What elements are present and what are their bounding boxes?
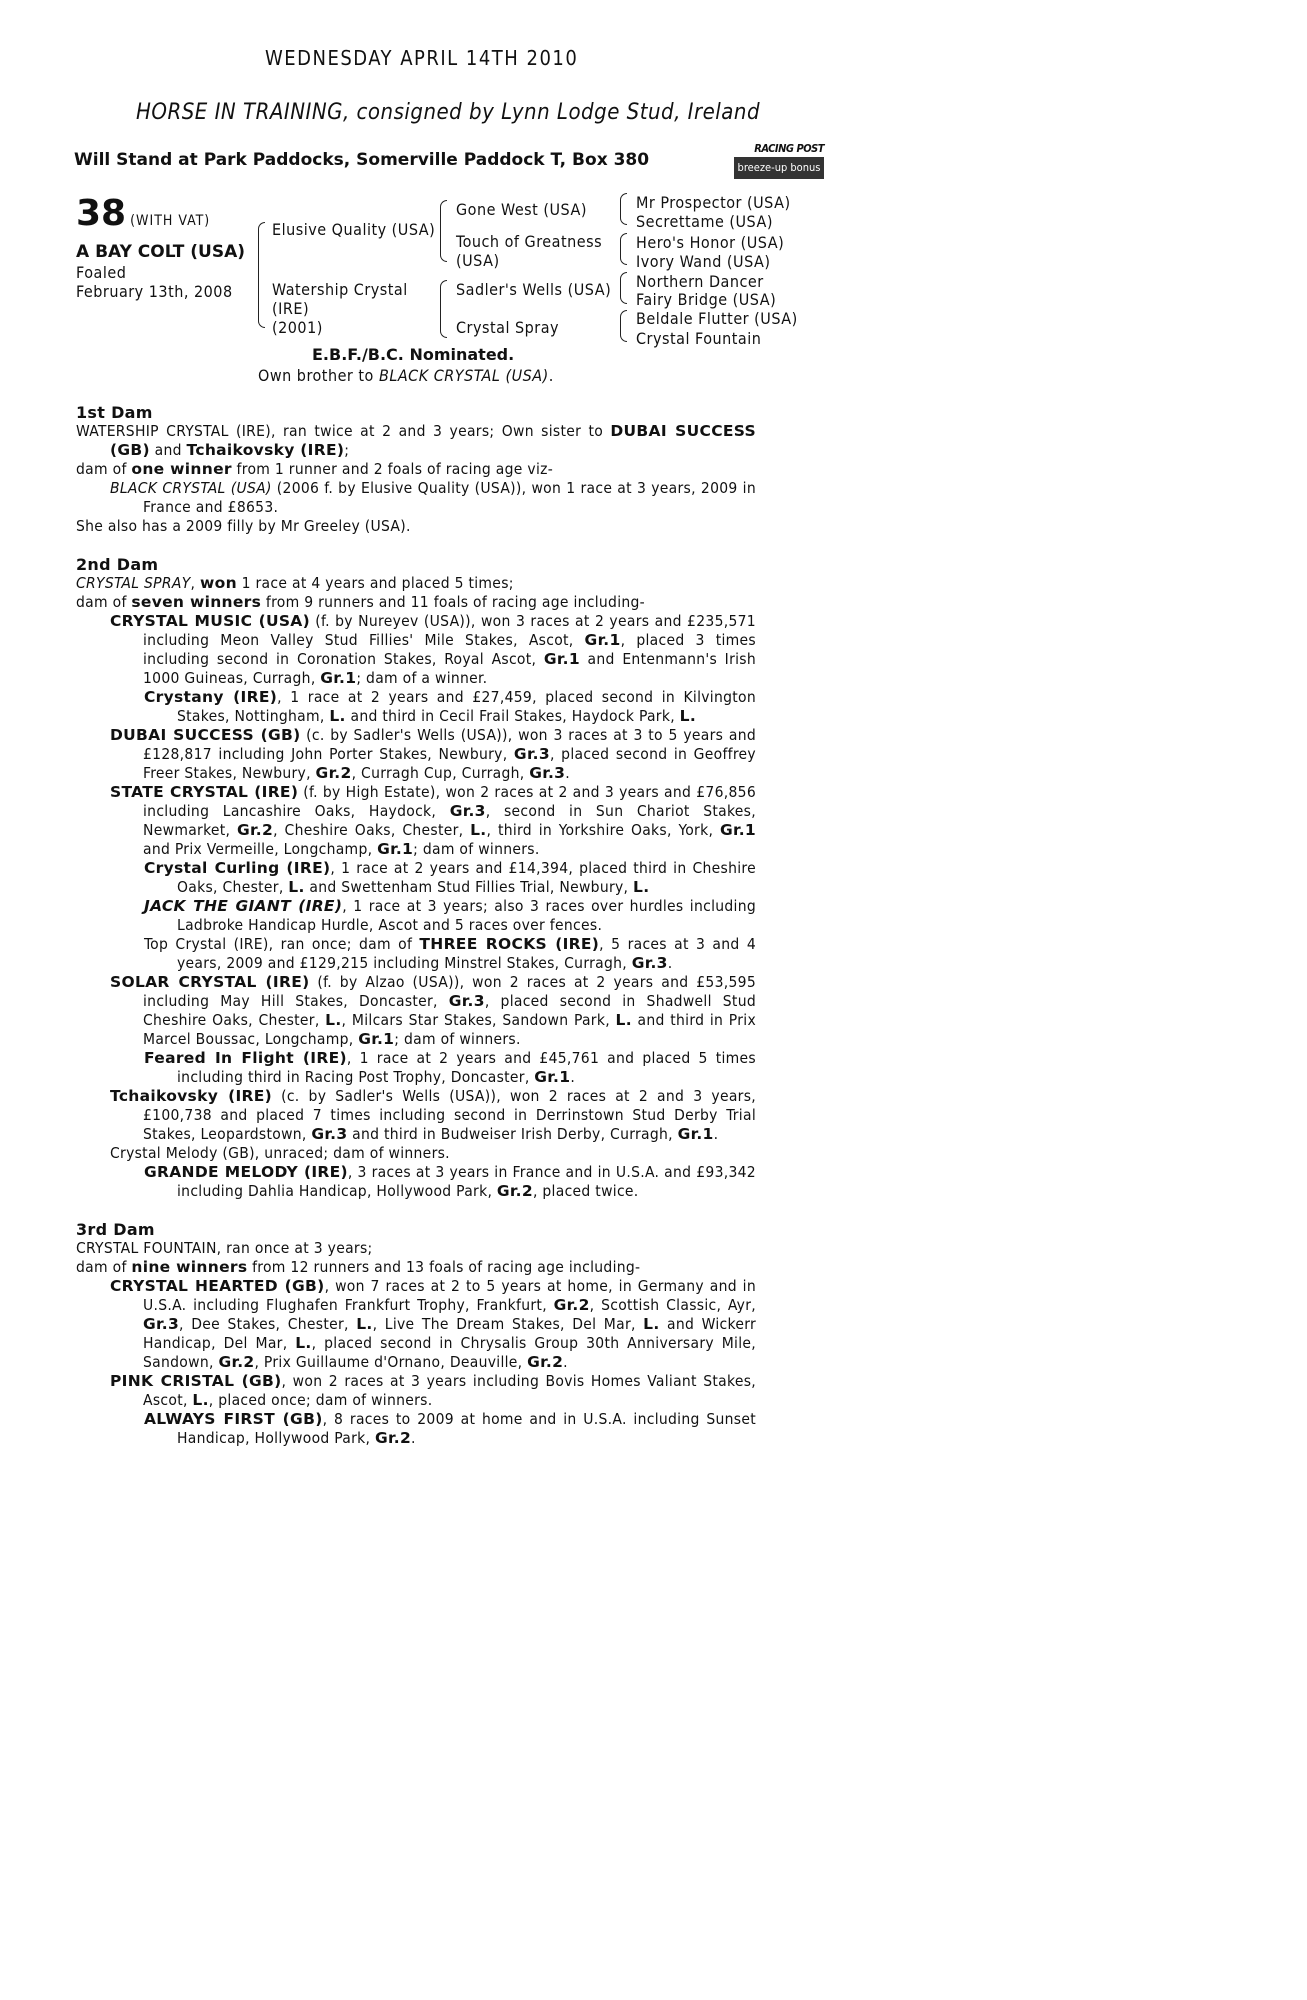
text: (2006 f. by Elusive Quality (USA)), won 1 race at 3 years, 2009 in France and £8653.	[143, 479, 756, 516]
text: (f. by Alzao (USA)), won 2 races at 2 years and £53,595 including May Hill Stakes, Doncaster,	[143, 973, 756, 1010]
text: ;	[344, 441, 350, 459]
race-grade: L.	[633, 878, 650, 896]
dam-dam-sire: Beldale Flutter (USA)	[636, 309, 798, 328]
race-grade: L.	[470, 821, 487, 839]
text: and third in Cecil Frail Stakes, Haydock Park,	[345, 707, 680, 725]
race-grade: Gr.1	[320, 669, 357, 687]
text: , placed second in Geoffrey Freer Stakes, Newbury,	[143, 745, 756, 782]
race-grade: L.	[615, 1011, 632, 1029]
produce-name: SOLAR CRYSTAL (IRE)	[110, 973, 310, 991]
pedigree-brace	[258, 222, 265, 328]
text: , Cheshire Oaks, Chester,	[273, 821, 471, 839]
produce-entry	[76, 973, 756, 1049]
grandproduce-entry	[76, 1163, 756, 1201]
text: , won 2 races at 3 years including Bovis Homes Valiant Stakes, Ascot,	[143, 1372, 756, 1409]
text: (c. by Sadler's Wells (USA)), won 2 races at 2 and 3 years, £100,738 and placed 7 times including second in Derrinstown Stud Derby Trial Stakes, Leopardstown,	[143, 1087, 756, 1143]
produce-name: CRYSTAL HEARTED (GB)	[110, 1277, 325, 1295]
produce-entry	[76, 1087, 756, 1144]
first-dam-produce-summary	[76, 460, 756, 479]
foaled-label: Foaled	[76, 263, 127, 282]
winner-count: one winner	[131, 460, 232, 478]
grandproduce-entry	[76, 935, 756, 973]
dam-name-line3: (2001)	[272, 318, 323, 337]
text: ; dam of winners.	[413, 840, 540, 858]
consignment-headline: HORSE IN TRAINING, consigned by Lynn Lodge Stud, Ireland	[136, 100, 761, 125]
pedigree-brace	[620, 193, 627, 225]
race-grade: Gr.2	[496, 1182, 533, 1200]
produce-entry	[76, 726, 756, 783]
lot-header	[76, 193, 210, 234]
grandproduce-entry	[76, 1049, 756, 1087]
dam-name: CRYSTAL SPRAY	[76, 574, 191, 592]
dam-name-line2: (IRE)	[272, 299, 310, 318]
dam-sire-dam: Fairy Bridge (USA)	[636, 290, 777, 309]
breeze-up-bonus-label: breeze-up bonus	[734, 157, 824, 179]
race-grade: L.	[192, 1391, 209, 1409]
produce-entry	[76, 783, 756, 859]
produce-name: PINK CRISTAL (GB)	[110, 1372, 282, 1390]
sire-dam-dam: Ivory Wand (USA)	[636, 252, 771, 271]
pedigree-brace	[620, 272, 627, 304]
produce-name: Tchaikovsky (IRE)	[110, 1087, 273, 1105]
sire-dam-line1: Touch of Greatness	[456, 232, 603, 251]
sire-dam	[456, 232, 602, 270]
dam-name-line1: Watership Crystal	[272, 280, 408, 299]
produce-entry	[76, 479, 756, 517]
race-grade: Gr.3	[529, 764, 566, 782]
text: , Dee Stakes, Chester,	[179, 1315, 357, 1333]
text: , 1 race at 3 years; also 3 races over hurdles including Ladbroke Handicap Hurdle, Ascot and 5 races over fences.	[177, 897, 757, 934]
text: and Entenmann's Irish 1000 Guineas, Curragh,	[143, 650, 756, 687]
text: , placed second in Shadwell Stud Cheshire Oaks, Chester,	[143, 992, 756, 1029]
text: , placed once; dam of winners.	[208, 1391, 433, 1409]
text: , 1 race at 2 years and £14,394, placed third in Cheshire Oaks, Chester,	[177, 859, 756, 896]
text: dam of	[76, 1258, 132, 1276]
text: , 1 race at 2 years and £45,761 and placed 5 times including third in Racing Post Trophy, Doncaster,	[177, 1049, 756, 1086]
race-grade: Gr.1	[543, 650, 580, 668]
text: ,	[190, 574, 200, 592]
first-dam-heading: 1st Dam	[76, 403, 153, 422]
pedigree-brace	[440, 200, 447, 262]
text: .	[713, 1125, 719, 1143]
text: .	[563, 1353, 568, 1371]
relative-name: Tchaikovsky (IRE)	[186, 441, 345, 459]
own-brother-name: BLACK CRYSTAL (USA)	[378, 366, 549, 385]
grandproduce-entry	[76, 688, 756, 726]
race-grade: L.	[325, 1011, 342, 1029]
text: , 5 races at 3 and 4 years, 2009 and £129,215 including Minstrel Stakes, Curragh,	[177, 935, 756, 972]
race-grade: Gr.1	[534, 1068, 571, 1086]
grandproduce-entry	[76, 1410, 756, 1448]
stand-location: Will Stand at Park Paddocks, Somerville Paddock T, Box 380	[74, 150, 650, 170]
text: , 1 race at 2 years and £27,459, placed second in Kilvington Stakes, Nottingham,	[177, 688, 756, 725]
race-grade: Gr.3	[143, 1315, 180, 1333]
produce-name: ALWAYS FIRST (GB)	[144, 1410, 323, 1428]
text: and Swettenham Stud Fillies Trial, Newbury,	[304, 878, 634, 896]
race-grade: L.	[288, 878, 305, 896]
race-grade: Gr.2	[218, 1353, 255, 1371]
relative-name: DUBAI SUCCESS (GB)	[110, 422, 756, 459]
text: and third in Prix Marcel Boussac, Longchamp,	[143, 1011, 756, 1048]
text-bold: won	[200, 574, 237, 592]
text: .	[565, 764, 570, 782]
text: and Prix Vermeille, Longchamp,	[143, 840, 378, 858]
second-dam-produce-summary	[76, 593, 756, 612]
produce-entry	[76, 1372, 756, 1410]
text: .	[411, 1429, 416, 1447]
produce-name: STATE CRYSTAL (IRE)	[110, 783, 299, 801]
produce-name: CRYSTAL MUSIC (USA)	[110, 612, 310, 630]
dam-sire-sire: Northern Dancer	[636, 272, 764, 291]
race-grade: Gr.1	[584, 631, 621, 649]
race-grade: Gr.3	[311, 1125, 348, 1143]
text: from 12 runners and 13 foals of racing age including-	[247, 1258, 641, 1276]
dam-sire: Sadler's Wells (USA)	[456, 280, 612, 299]
pedigree-brace	[440, 280, 447, 338]
text: , second in Sun Chariot Stakes, Newmarket,	[143, 802, 756, 839]
text: (f. by Nureyev (USA)), won 3 races at 2 years and £235,571 including Meon Valley Stud Fillies' Mile Stakes, Ascot,	[143, 612, 756, 649]
foaled-date: February 13th, 2008	[76, 282, 233, 301]
own-brother-suffix: .	[548, 366, 554, 385]
race-grade: Gr.3	[448, 992, 485, 1010]
sire-sire-dam: Secrettame (USA)	[636, 212, 773, 231]
third-dam-heading: 3rd Dam	[76, 1220, 155, 1239]
text: , Curragh Cup, Curragh,	[351, 764, 530, 782]
race-grade: Gr.2	[553, 1296, 590, 1314]
text: dam of	[76, 460, 132, 478]
vat-note: (WITH VAT)	[130, 213, 211, 229]
text: , Scottish Classic, Ayr,	[589, 1296, 756, 1314]
race-grade: L.	[329, 707, 346, 725]
text: , placed 3 times including second in Coronation Stakes, Royal Ascot,	[143, 631, 756, 668]
text: ; dam of a winner.	[356, 669, 488, 687]
text: , placed second in Chrysalis Group 30th Anniversary Mile, Sandown,	[143, 1334, 756, 1371]
sire-sire-sire: Mr Prospector (USA)	[636, 193, 791, 212]
text: , 8 races to 2009 at home and in U.S.A. including Sunset Handicap, Hollywood Park,	[177, 1410, 757, 1447]
text: ; dam of winners.	[394, 1030, 521, 1048]
horse-description: A BAY COLT (USA)	[76, 242, 245, 262]
race-grade: Gr.3	[449, 802, 486, 820]
race-grade: Gr.2	[237, 821, 274, 839]
text: .	[667, 954, 673, 972]
race-grade: L.	[295, 1334, 312, 1352]
text: , placed twice.	[532, 1182, 639, 1200]
text: (c. by Sadler's Wells (USA)), won 3 races at 3 to 5 years and £128,817 including John Porter Stakes, Newbury,	[143, 726, 756, 763]
second-dam-heading: 2nd Dam	[76, 555, 159, 574]
third-dam-produce-summary	[76, 1258, 756, 1277]
first-dam-entry	[76, 422, 756, 460]
race-grade: L.	[679, 707, 697, 725]
sire-sire: Gone West (USA)	[456, 200, 587, 219]
winner-count: seven winners	[131, 593, 262, 611]
produce-name: DUBAI SUCCESS (GB)	[110, 726, 301, 744]
race-grade: Gr.2	[375, 1429, 412, 1447]
sire-dam-sire: Hero's Honor (USA)	[636, 233, 785, 252]
produce-name: THREE ROCKS (IRE)	[419, 935, 600, 953]
text: , 3 races at 3 years in France and in U.S.A. and £93,342 including Dahlia Handicap, Hollywood Park,	[177, 1163, 756, 1200]
text: and Wickerr Handicap, Del Mar,	[143, 1315, 756, 1352]
text: and third in Budweiser Irish Derby, Curragh,	[347, 1125, 678, 1143]
text: , won 7 races at 2 to 5 years at home, in Germany and in U.S.A. including Flughafen Frankfurt Trophy, Frankfurt,	[143, 1277, 756, 1314]
third-dam-entry: CRYSTAL FOUNTAIN, ran once at 3 years;	[76, 1239, 373, 1257]
text: , Live The Dream Stakes, Del Mar,	[372, 1315, 644, 1333]
ebf-nomination: E.B.F./B.C. Nominated.	[312, 345, 515, 364]
text: .	[570, 1068, 576, 1086]
grandproduce-entry	[76, 897, 756, 935]
race-grade: Gr.2	[315, 764, 352, 782]
text: , third in Yorkshire Oaks, York,	[486, 821, 720, 839]
race-grade: Gr.1	[677, 1125, 714, 1143]
catalogue-body	[76, 403, 756, 1448]
lot-number: 38	[76, 193, 127, 234]
produce-name: JACK THE GIANT (IRE)	[144, 897, 343, 915]
produce-name: GRANDE MELODY (IRE)	[144, 1163, 348, 1181]
own-brother-prefix: Own brother to	[258, 366, 379, 385]
text: from 9 runners and 11 foals of racing age including-	[261, 593, 646, 611]
sire: Elusive Quality (USA)	[272, 220, 436, 239]
racing-post-badge	[734, 140, 824, 182]
racing-post-logo: RACING POST	[754, 142, 824, 155]
text: WATERSHIP CRYSTAL (IRE), ran twice at 2 and 3 years; Own sister to	[76, 422, 611, 440]
race-grade: L.	[643, 1315, 660, 1333]
pedigree-brace	[620, 233, 627, 265]
text: Top Crystal (IRE), ran once; dam of	[144, 935, 420, 953]
produce-name: Crystal Curling (IRE)	[144, 859, 331, 877]
text: and	[149, 441, 187, 459]
race-grade: Gr.1	[358, 1030, 395, 1048]
race-grade: Gr.1	[719, 821, 756, 839]
dam-dam-dam: Crystal Fountain	[636, 329, 762, 348]
produce-name: BLACK CRYSTAL (USA)	[110, 479, 272, 497]
first-dam-note: She also has a 2009 filly by Mr Greeley (USA).	[76, 517, 411, 535]
text: 1 race at 4 years and placed 5 times;	[236, 574, 514, 592]
foaled-info	[76, 263, 233, 301]
text: from 1 runner and 2 foals of racing age viz-	[231, 460, 554, 478]
text: , Milcars Star Stakes, Sandown Park,	[341, 1011, 616, 1029]
race-grade: L.	[356, 1315, 373, 1333]
race-grade: Gr.3	[631, 954, 668, 972]
second-dam-entry	[76, 574, 756, 593]
grandproduce-entry	[76, 859, 756, 897]
text: (f. by High Estate), won 2 races at 2 and 3 years and £76,856 including Lancashire Oaks, Haydock,	[143, 783, 757, 820]
sale-date: WEDNESDAY APRIL 14TH 2010	[265, 46, 579, 70]
produce-entry	[76, 1277, 756, 1372]
produce-name: Crystany (IRE)	[144, 688, 278, 706]
dam-name	[272, 280, 408, 337]
own-brother-note	[258, 366, 554, 385]
produce-entry	[76, 612, 756, 688]
race-grade: Gr.1	[377, 840, 414, 858]
produce-name: Feared In Flight (IRE)	[144, 1049, 347, 1067]
race-grade: Gr.3	[513, 745, 550, 763]
text: dam of	[76, 593, 132, 611]
dam-dam: Crystal Spray	[456, 318, 560, 337]
text: , Prix Guillaume d'Ornano, Deauville,	[254, 1353, 528, 1371]
pedigree-brace	[620, 310, 627, 342]
winner-count: nine winners	[131, 1258, 248, 1276]
race-grade: Gr.2	[527, 1353, 564, 1371]
sire-dam-line2: (USA)	[456, 251, 500, 270]
produce-entry: Crystal Melody (GB), unraced; dam of winners.	[110, 1144, 450, 1162]
